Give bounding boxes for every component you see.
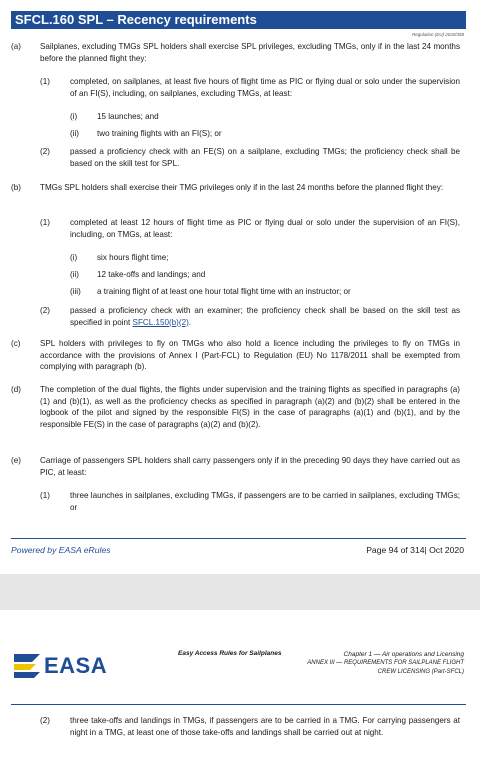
item-b1-text: completed at least 12 hours of flight time as PIC or flying dual or solo under the supervision of an FI(S), including, on TMGs, at least:	[70, 218, 460, 239]
easa-logo-icon	[12, 650, 42, 685]
item-b1-label: (1)	[40, 218, 50, 227]
item-a1-i-label: (i)	[70, 112, 78, 121]
item-b1-i-text: six hours flight time;	[97, 253, 169, 262]
item-a1-label: (1)	[40, 77, 50, 86]
section-title: SFCL.160 SPL – Recency requirements	[11, 11, 466, 29]
item-b1-ii-text: 12 take-offs and landings; and	[97, 270, 206, 279]
item-e2-label: (2)	[40, 716, 50, 725]
item-a-label: (a)	[11, 42, 21, 51]
item-e1-label: (1)	[40, 491, 50, 500]
item-c-text: SPL holders with privileges to fly on TMGs who also hold a licence including the privileges to fly on TMGs in accordance with the provisions of Annex I (Part-FCL) to Regulation (EU) No 1178/2011 shall be exempted from complying with paragraph (b).	[40, 339, 460, 371]
item-b1-iii-label: (iii)	[70, 287, 81, 296]
item-a-text: Sailplanes, excluding TMGs SPL holders shall exercise SPL privileges, excluding TMGs, only if in the last 24 months before the planned flight they:	[40, 42, 460, 63]
item-c-label: (c)	[11, 339, 21, 348]
item-a1-text: completed, on sailplanes, at least five hours of flight time as PIC or flying dual or solo under the supervision of an FI(S), including, on sailplanes, excluding TMGs, at least:	[70, 77, 460, 98]
item-d-label: (d)	[11, 385, 21, 394]
item-b-label: (b)	[11, 183, 21, 192]
item-b2-text	[70, 305, 460, 328]
item-e1-text: three launches in sailplanes, excluding TMGs, if passengers are to be carried in sailplanes, excluding TMGs; or	[70, 491, 460, 512]
item-b2-text-after: .	[188, 317, 192, 327]
footer-divider	[11, 538, 466, 539]
item-b1-iii-text: a training flight of at least one hour total flight time with an instructor; or	[97, 287, 351, 296]
item-a2-label: (2)	[40, 147, 50, 156]
item-b2-label: (2)	[40, 306, 50, 315]
header-divider	[11, 704, 466, 705]
footer-page-number: Page 94 of 314| Oct 2020	[366, 545, 464, 555]
item-b1-ii-label: (ii)	[70, 270, 79, 279]
header-annex: ANNEX III — REQUIREMENTS FOR SAILPLANE FLIGHT CREW LICENSING (Part-SFCL)	[307, 660, 464, 675]
sfcl-150-link[interactable]: SFCL.150(b)(2)	[132, 317, 189, 327]
item-b1-i-label: (i)	[70, 253, 78, 262]
page-gap	[0, 574, 480, 610]
item-a2-text: passed a proficiency check with an FE(S) on a sailplane, excluding TMGs; the proficiency check shall be based on the skill test for SPL.	[70, 147, 460, 168]
header-chapter-info	[304, 650, 464, 677]
regulation-reference: Regulation (EU) 2020/358	[411, 32, 464, 37]
footer-powered-by: Powered by EASA eRules	[11, 545, 111, 555]
easa-logo-text: EASA	[44, 653, 108, 678]
item-e2-text: three take-offs and landings in TMGs, if passengers are to be carried in a TMG. For carrying passengers at night in a TMG, at least one of those take-offs and landings shall be carried out at night.	[70, 716, 460, 737]
item-b-text: TMGs SPL holders shall exercise their TMG privileges only if in the last 24 months before the planned flight they:	[40, 183, 444, 192]
document-page-95	[0, 610, 480, 769]
item-d-text: The completion of the dual flights, the flights under supervision and the training flights as specified in paragraphs (a)(1) and (b)(1), as well as the proficiency checks as specified in paragraph (a)(2) and (b)(2) shall be entered in the logbook of the pilot and signed by the responsible FI(S) in the case of paragraphs (a)(1) and (b)(1), and by the responsible FE(S) in the case of paragraphs (a)(2) and (b)(2).	[40, 385, 460, 429]
item-a1-ii-text: two training flights with an FI(S); or	[97, 129, 222, 138]
item-a1-i-text: 15 launches; and	[97, 112, 159, 121]
item-b2-text-before: passed a proficiency check with an examiner; the proficiency check shall be based on the skill test as specified in point	[70, 306, 460, 327]
item-e-label: (e)	[11, 456, 21, 465]
header-chapter: Chapter 1 — Air operations and Licensing	[343, 651, 464, 658]
item-e-text: Carriage of passengers SPL holders shall carry passengers only if in the preceding 90 days they have carried out as PIC, at least:	[40, 456, 460, 477]
item-a1-ii-label: (ii)	[70, 129, 79, 138]
header-publication-title: Easy Access Rules for Sailplanes	[178, 650, 282, 657]
